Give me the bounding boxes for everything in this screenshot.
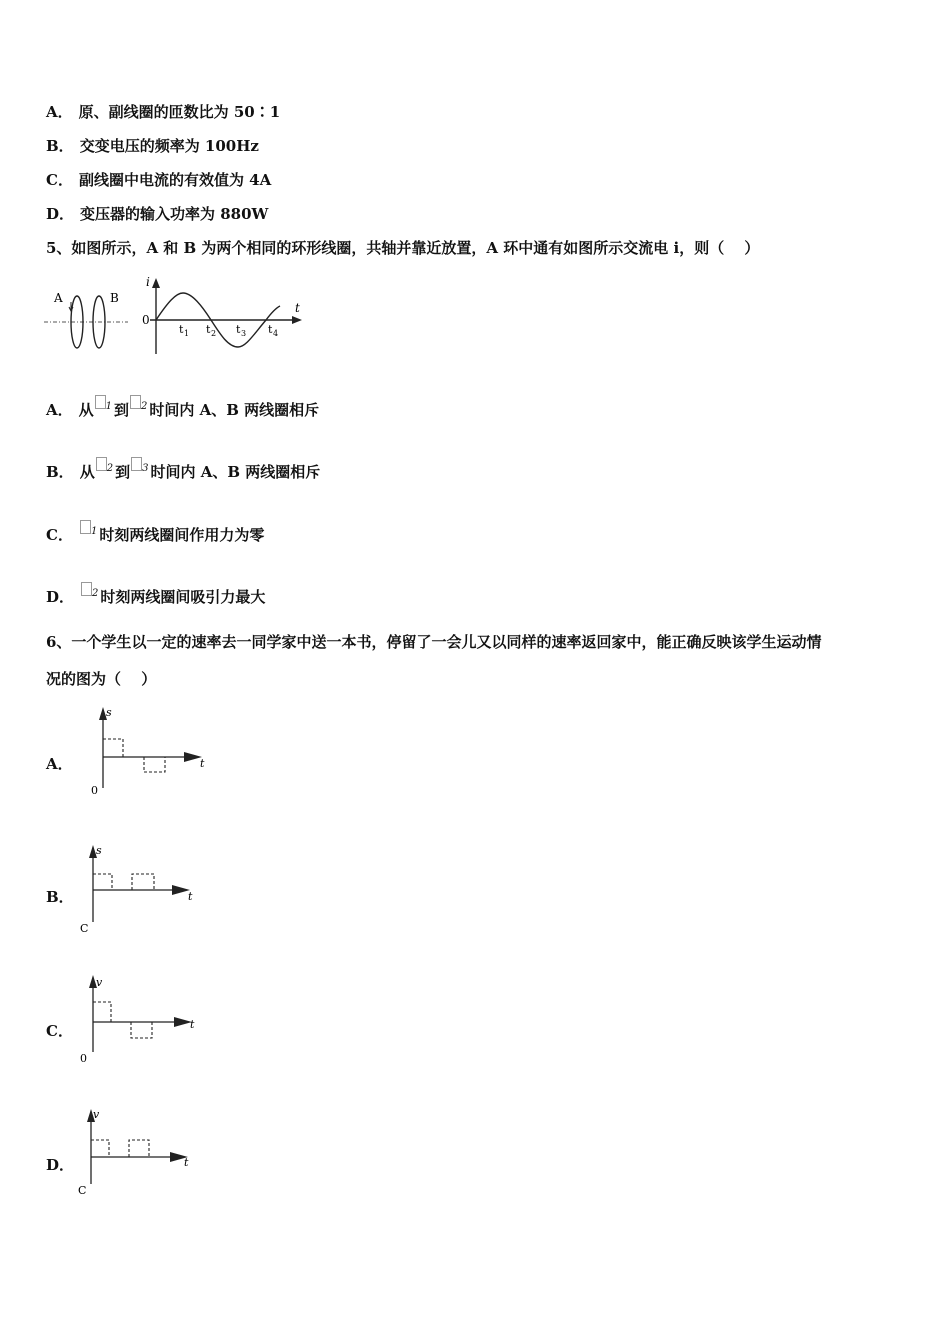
subscript: 3 (142, 463, 149, 474)
q6-stem-line2: 况的图为（ ） (46, 670, 157, 688)
segment-go (93, 1002, 111, 1022)
option-label: B． (46, 137, 74, 155)
origin-label: C (78, 1184, 87, 1197)
svg-text:t: t (268, 323, 273, 336)
symbol-placeholder (131, 457, 142, 471)
coil-b-label: B (110, 291, 119, 305)
option-post: 时间内 A、B 两线圈相斥 (150, 463, 321, 481)
origin-label: 0 (80, 1052, 87, 1065)
coil-a-label: A (54, 291, 63, 305)
q6-option-b-graph[interactable] (78, 842, 208, 936)
option-label: D． (46, 205, 75, 223)
segment-return (129, 1140, 149, 1157)
t-axis-label: t (295, 301, 300, 315)
y-axis-label: v (93, 1108, 100, 1121)
origin-label: C (80, 922, 89, 935)
q6-option-c-graph[interactable] (78, 972, 208, 1066)
symbol-placeholder (81, 582, 92, 596)
tick-label-t3 (236, 323, 246, 338)
option-text: 变压器的输入功率为 880W (80, 205, 269, 223)
symbol-placeholder (95, 395, 106, 409)
q5-option-b[interactable] (46, 457, 320, 482)
q6-option-d-label[interactable]: D． (46, 1156, 75, 1174)
svg-text:2: 2 (211, 329, 217, 338)
subscript: 2 (92, 588, 99, 599)
t-axis-arrow (292, 316, 302, 324)
q5-option-d[interactable] (46, 582, 265, 607)
q6-option-a-graph[interactable] (88, 704, 218, 798)
svg-text:t: t (179, 323, 184, 336)
q6-option-a-label[interactable]: A． (46, 755, 73, 773)
q6-option-c-label[interactable]: C． (46, 1022, 73, 1040)
q6-option-b-label[interactable]: B． (46, 888, 74, 906)
segment-return (132, 874, 154, 890)
option-label: A． (46, 401, 73, 419)
i-axis-arrow (152, 278, 160, 288)
x-axis-label: t (200, 757, 205, 770)
option-label: B． (46, 463, 74, 481)
segment-return (131, 1022, 152, 1038)
svg-text:t: t (236, 323, 241, 336)
tick-label-t1 (179, 323, 189, 338)
x-axis-label: t (190, 1018, 195, 1031)
svg-text:1: 1 (184, 329, 190, 338)
tick-label-t4 (268, 323, 278, 338)
q5-option-c[interactable] (46, 520, 264, 545)
option-label: D． (46, 588, 75, 606)
segment-go (103, 739, 123, 757)
option-post: 时刻两线圈间吸引力最大 (100, 588, 266, 606)
option-text: 交变电压的频率为 100Hz (79, 137, 259, 155)
subscript: 2 (141, 401, 148, 412)
svg-text:3: 3 (241, 329, 247, 338)
q4-option-b[interactable] (46, 136, 259, 156)
option-label: C． (46, 526, 73, 544)
x-axis-label: t (184, 1156, 189, 1169)
i-axis-label: i (146, 275, 150, 289)
q4-option-a[interactable] (46, 102, 280, 122)
svg-text:t: t (206, 323, 211, 336)
q4-option-d[interactable] (46, 204, 268, 224)
option-mid: 到 (114, 401, 130, 419)
x-axis-label: t (188, 890, 193, 903)
q5-option-a[interactable] (46, 395, 319, 420)
symbol-placeholder (80, 520, 91, 534)
y-axis-label: s (106, 706, 112, 719)
option-text: 原、副线圈的匝数比为 50∶1 (78, 103, 281, 121)
q6-stem-line1: 6、一个学生以一定的速率去一同学家中送一本书，停留了一会儿又以同样的速率返回家中，能正确反映该学生运动情 (46, 633, 822, 651)
segment-go (91, 1140, 109, 1157)
segment-return (144, 757, 165, 772)
y-axis-label: s (96, 844, 102, 857)
option-pre: 从 (78, 401, 94, 419)
origin-label: 0 (142, 313, 150, 327)
svg-text:4: 4 (273, 329, 279, 338)
symbol-placeholder (130, 395, 141, 409)
option-post: 时间内 A、B 两线圈相斥 (149, 401, 320, 419)
option-label: A． (46, 103, 73, 121)
subscript: 1 (90, 526, 98, 537)
option-post: 时刻两线圈间作用力为零 (99, 526, 265, 544)
y-axis-label: v (96, 976, 103, 989)
subscript: 2 (106, 463, 114, 474)
q4-option-c[interactable] (46, 170, 271, 190)
option-text: 副线圈中电流的有效值为 4A (78, 171, 272, 189)
q5-stem: 5、如图所示，A 和 B 为两个相同的环形线圈，共轴并靠近放置，A 环中通有如图所示交流电 i，则（ ） (46, 239, 760, 257)
symbol-placeholder (96, 457, 107, 471)
subscript: 1 (105, 401, 113, 412)
option-label: C． (46, 171, 73, 189)
q5-figure (40, 272, 310, 362)
origin-label: 0 (91, 784, 98, 797)
option-pre: 从 (79, 463, 95, 481)
option-mid: 到 (115, 463, 131, 481)
q6-option-d-graph[interactable] (76, 1106, 206, 1200)
segment-go (93, 874, 112, 890)
